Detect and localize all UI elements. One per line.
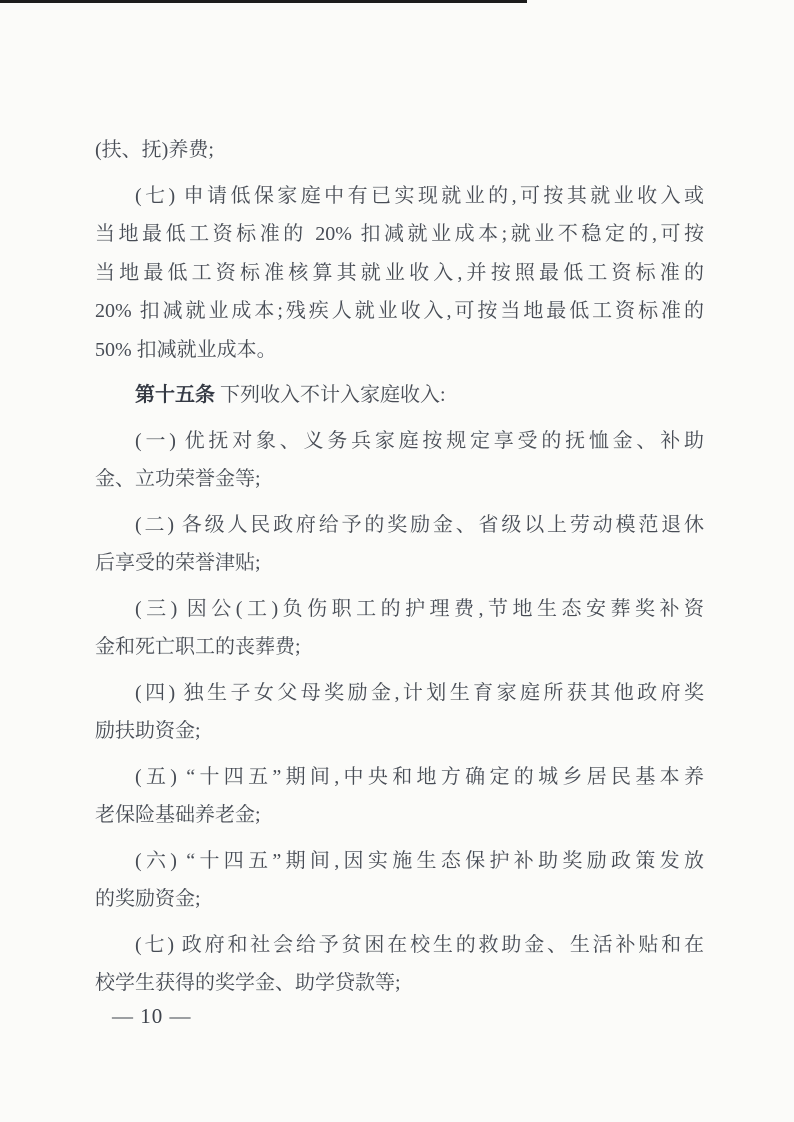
text-line	[95, 177, 704, 216]
text-line	[95, 131, 704, 170]
text-segment: (扶、抚)养费;	[95, 139, 214, 161]
text-line	[95, 254, 704, 293]
text-segment: 当地最低工资标准的 20% 扣减就业成本;就业不稳定的,可按	[95, 223, 704, 245]
page-footer	[112, 1001, 192, 1031]
text-segment: (二) 各级人民政府给予的奖励金、省级以上劳动模范退休	[135, 513, 704, 536]
text-segment: 20% 扣减就业成本;残疾人就业收入,可按当地最低工资标准的	[95, 300, 704, 322]
text-line	[95, 590, 704, 629]
text-line	[95, 376, 704, 415]
text-line	[95, 712, 704, 751]
page-number: — 10 —	[112, 1004, 192, 1028]
text-segment: 下列收入不计入家庭收入:	[215, 384, 446, 406]
text-line	[95, 422, 704, 461]
text-line	[95, 674, 704, 713]
text-segment: 校学生获得的奖学金、助学贷款等;	[95, 972, 401, 994]
text-segment: (五) “十四五”期间,中央和地方确定的城乡居民基本养	[135, 765, 704, 788]
text-line	[95, 292, 704, 331]
text-segment: 50% 扣减就业成本。	[95, 338, 277, 361]
text-line	[95, 758, 704, 797]
text-segment: 金和死亡职工的丧葬费;	[95, 636, 301, 658]
text-line	[95, 460, 704, 499]
text-line	[95, 544, 704, 583]
text-segment: 的奖励资金;	[95, 888, 201, 910]
scan-edge-artifact	[0, 0, 527, 3]
paragraph	[95, 506, 704, 583]
text-segment: (四) 独生子女父母奖励金,计划生育家庭所获其他政府奖	[135, 681, 704, 704]
text-segment: 当地最低工资标准核算其就业收入,并按照最低工资标准的	[95, 261, 704, 284]
text-line	[95, 796, 704, 835]
text-segment: (七) 申请低保家庭中有已实现就业的,可按其就业收入或	[135, 184, 704, 207]
document-body	[95, 131, 704, 1003]
text-segment: (七) 政府和社会给予贫困在校生的救助金、生活补贴和在	[135, 933, 704, 956]
text-line	[95, 506, 704, 545]
text-segment: 金、立功荣誉金等;	[95, 468, 261, 490]
text-line	[95, 964, 704, 1003]
text-line	[95, 331, 704, 370]
paragraph	[95, 131, 704, 170]
text-segment: (三) 因公(工)负伤职工的护理费,节地生态安葬奖补资	[135, 597, 704, 620]
text-line	[95, 628, 704, 667]
text-line	[95, 842, 704, 881]
paragraph	[95, 926, 704, 1003]
paragraph	[95, 422, 704, 499]
text-segment: 后享受的荣誉津贴;	[95, 552, 261, 574]
text-line	[95, 926, 704, 965]
text-segment: (六) “十四五”期间,因实施生态保护补助奖励政策发放	[135, 849, 704, 872]
text-segment: (一) 优抚对象、义务兵家庭按规定享受的抚恤金、补助	[135, 429, 704, 452]
paragraph	[95, 177, 704, 370]
text-line	[95, 880, 704, 919]
paragraph	[95, 842, 704, 919]
text-line	[95, 215, 704, 254]
paragraph	[95, 674, 704, 751]
paragraph	[95, 376, 704, 415]
article-number-bold: 第十五条	[135, 384, 215, 406]
paragraph	[95, 758, 704, 835]
paragraph	[95, 590, 704, 667]
text-segment: 老保险基础养老金;	[95, 804, 261, 826]
text-segment: 励扶助资金;	[95, 720, 201, 742]
